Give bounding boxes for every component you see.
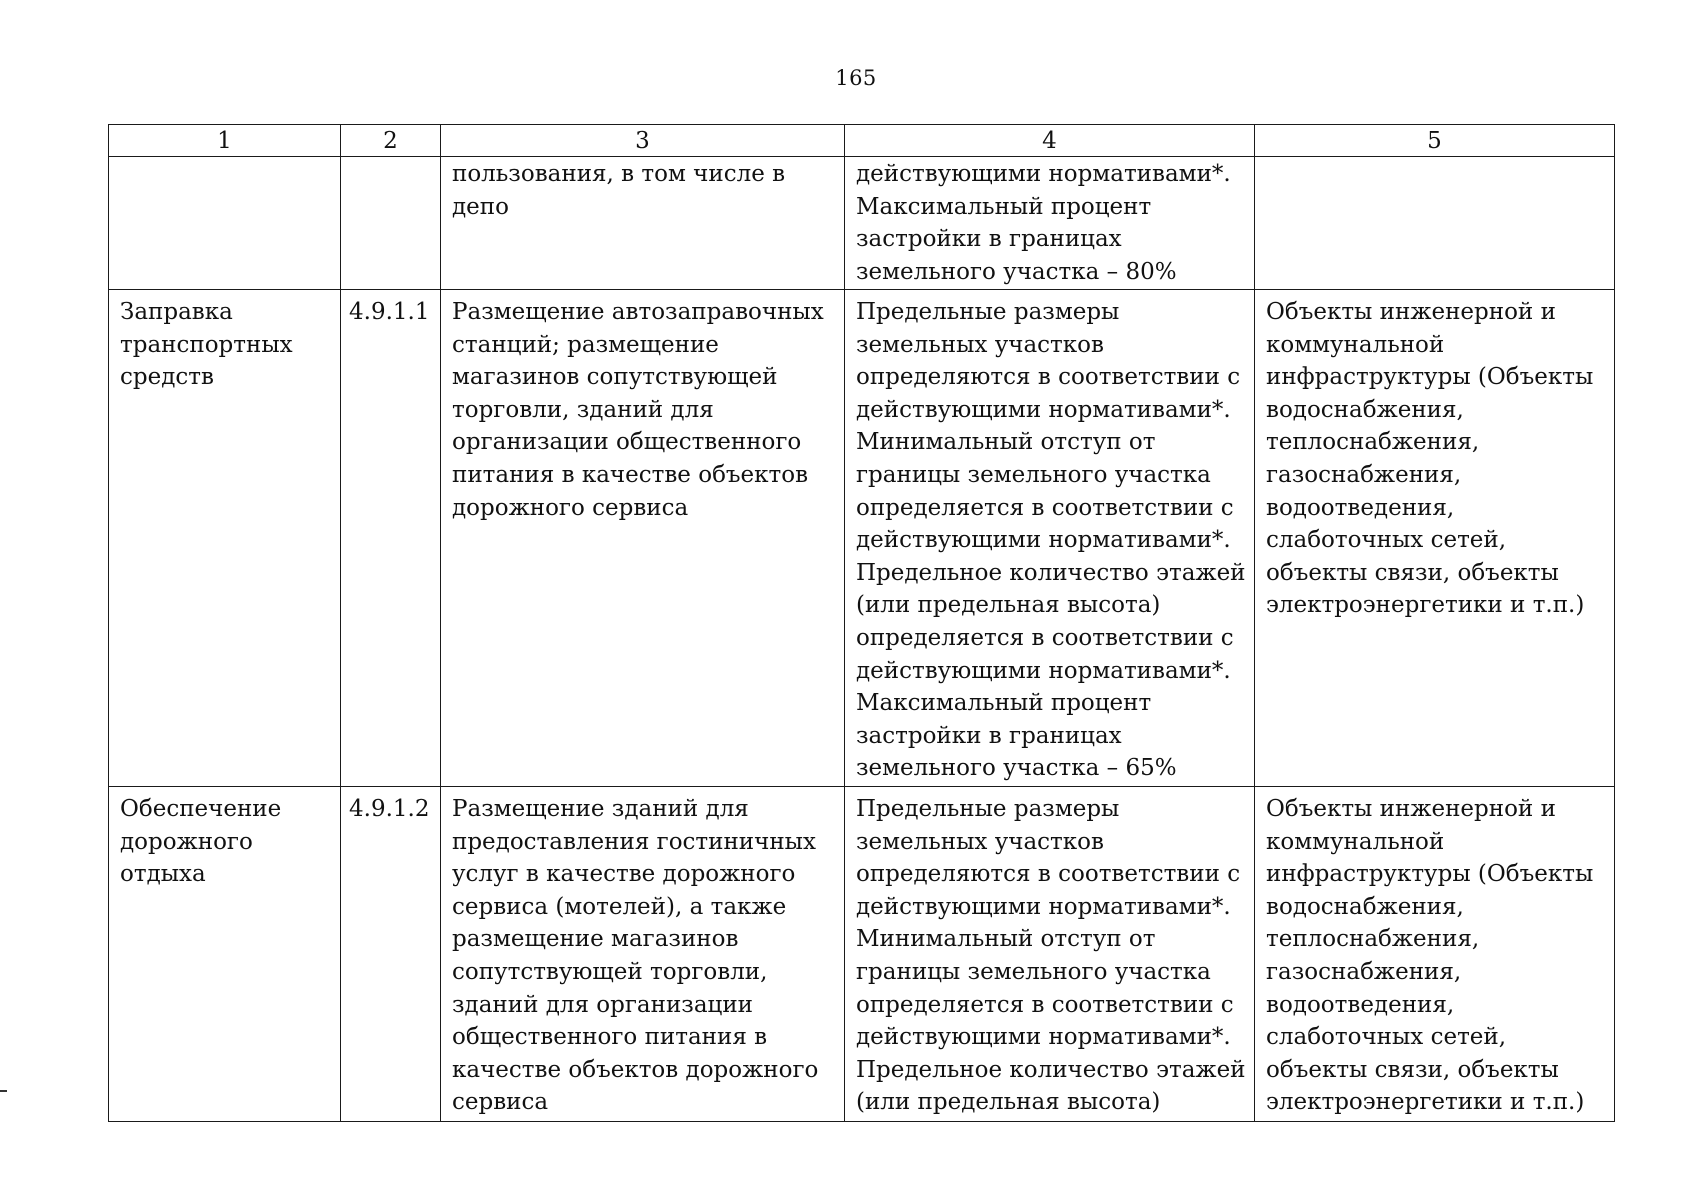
cell-text-line: объекты связи, объекты bbox=[1266, 559, 1559, 586]
cell-text-line: границы земельного участка bbox=[856, 958, 1211, 985]
column-header-4: 4 bbox=[845, 125, 1255, 157]
cell-text-line: действующими нормативами*. bbox=[856, 657, 1231, 684]
cell-text-line: Размещение зданий для bbox=[452, 796, 749, 822]
cell-text-line: теплоснабжения, bbox=[1266, 926, 1480, 953]
cell-text-line: определяются в соответствии с bbox=[856, 364, 1241, 391]
parameters-cell bbox=[845, 787, 1255, 1122]
cell-text-line: сопутствующей торговли, bbox=[452, 958, 768, 985]
cell-text-line: определяется в соответствии с bbox=[856, 494, 1234, 521]
cell-text-line: Максимальный процент bbox=[856, 193, 1152, 220]
page-number: 165 bbox=[835, 66, 877, 90]
cell-text-line: магазинов сопутствующей bbox=[452, 364, 778, 391]
cell-text-line: действующими нормативами*. bbox=[856, 396, 1231, 423]
cell-text-line: газоснабжения, bbox=[1266, 461, 1462, 488]
cell-text-line: водоотведения, bbox=[1266, 991, 1455, 1018]
cell-text-line: транспортных bbox=[120, 331, 293, 358]
use-type-cell bbox=[109, 787, 341, 1122]
cell-text-line: пользования, в том числе в bbox=[452, 161, 786, 187]
cell-text-line: Минимальный отступ от bbox=[856, 926, 1156, 953]
auxiliary-uses-cell bbox=[1255, 787, 1615, 1122]
cell-text-line: земельных участков bbox=[856, 331, 1104, 358]
cell-text-line: водоотведения, bbox=[1266, 494, 1455, 521]
column-header-3: 3 bbox=[441, 125, 845, 157]
cell-text-line: теплоснабжения, bbox=[1266, 429, 1480, 456]
cell-text-line: зданий для организации bbox=[452, 991, 754, 1018]
cell-text-line: (или предельная высота) bbox=[856, 1089, 1161, 1116]
scan-edge-mark bbox=[0, 1090, 7, 1092]
auxiliary-uses-cell bbox=[1255, 157, 1615, 290]
column-header-2: 2 bbox=[341, 125, 441, 157]
cell-text-line: земельного участка – 80% bbox=[856, 258, 1177, 285]
cell-text-line: станций; размещение bbox=[452, 331, 719, 358]
cell-text-line: электроэнергетики и т.п.) bbox=[1266, 1089, 1585, 1116]
cell-text-line: организации общественного bbox=[452, 429, 802, 456]
cell-text-line: общественного питания в bbox=[452, 1024, 768, 1051]
cell-text-line: качестве объектов дорожного bbox=[452, 1056, 819, 1083]
parameters-cell bbox=[845, 290, 1255, 787]
table-header-row bbox=[109, 125, 1615, 157]
cell-text-line: Предельные размеры bbox=[856, 796, 1120, 822]
use-code-cell bbox=[341, 157, 441, 290]
cell-text-line: застройки в границах bbox=[856, 226, 1122, 253]
cell-text-line: Предельное количество этажей bbox=[856, 1056, 1246, 1083]
cell-text-line: дорожного сервиса bbox=[452, 494, 689, 521]
parameters-cell bbox=[845, 157, 1255, 290]
use-type-cell bbox=[109, 290, 341, 787]
use-description-cell bbox=[441, 787, 845, 1122]
table-row-vehicle-refueling bbox=[109, 290, 1615, 787]
cell-text-line: Предельное количество этажей bbox=[856, 559, 1246, 586]
table-row-continuation bbox=[109, 157, 1615, 290]
column-header-1: 1 bbox=[109, 125, 341, 157]
cell-text-line: слаботочных сетей, bbox=[1266, 1024, 1507, 1051]
cell-text-line: инфраструктуры (Объекты bbox=[1266, 364, 1594, 391]
cell-text-line: Предельные размеры bbox=[856, 299, 1120, 325]
cell-text-line: размещение магазинов bbox=[452, 926, 739, 953]
land-use-table bbox=[108, 124, 1615, 1122]
cell-text-line: Минимальный отступ от bbox=[856, 429, 1156, 456]
auxiliary-uses-cell bbox=[1255, 290, 1615, 787]
table-row-road-rest bbox=[109, 787, 1615, 1122]
cell-text-line: торговли, зданий для bbox=[452, 396, 714, 423]
cell-text-line: услуг в качестве дорожного bbox=[452, 861, 796, 888]
cell-text-line: определяется в соответствии с bbox=[856, 991, 1234, 1018]
cell-text-line: сервиса bbox=[452, 1089, 549, 1116]
cell-text-line: объекты связи, объекты bbox=[1266, 1056, 1559, 1083]
cell-text-line: (или предельная высота) bbox=[856, 592, 1161, 619]
cell-text-line: предоставления гостиничных bbox=[452, 828, 816, 855]
use-type-cell bbox=[109, 157, 341, 290]
cell-text-line: инфраструктуры (Объекты bbox=[1266, 861, 1594, 888]
cell-text-line: депо bbox=[452, 193, 509, 220]
use-description-cell bbox=[441, 157, 845, 290]
cell-text-line: действующими нормативами*. bbox=[856, 527, 1231, 554]
cell-text-line: слаботочных сетей, bbox=[1266, 527, 1507, 554]
cell-text-line: определяются в соответствии с bbox=[856, 861, 1241, 888]
cell-text-line: определяется в соответствии с bbox=[856, 624, 1234, 651]
cell-text-line: сервиса (мотелей), а также bbox=[452, 893, 787, 920]
cell-text-line: Заправка bbox=[120, 299, 233, 325]
cell-text-line: Объекты инженерной и bbox=[1266, 796, 1556, 822]
cell-text-line: Объекты инженерной и bbox=[1266, 299, 1556, 325]
cell-text-line: Максимальный процент bbox=[856, 690, 1152, 717]
cell-text-line: водоснабжения, bbox=[1266, 396, 1464, 423]
cell-text-line: застройки в границах bbox=[856, 722, 1122, 749]
cell-text-line: действующими нормативами*. bbox=[856, 893, 1231, 920]
cell-text-line: Размещение автозаправочных bbox=[452, 299, 824, 325]
cell-text-line: электроэнергетики и т.п.) bbox=[1266, 592, 1585, 619]
cell-text-line: действующими нормативами*. bbox=[856, 161, 1231, 187]
cell-text-line: границы земельного участка bbox=[856, 461, 1211, 488]
cell-text-line: водоснабжения, bbox=[1266, 893, 1464, 920]
cell-text-line: средств bbox=[120, 364, 214, 391]
use-description-cell bbox=[441, 290, 845, 787]
use-code-cell: 4.9.1.1 bbox=[341, 290, 441, 787]
cell-text-line: действующими нормативами*. bbox=[856, 1024, 1231, 1051]
cell-text-line: земельного участка – 65% bbox=[856, 755, 1177, 782]
column-header-5: 5 bbox=[1255, 125, 1615, 157]
use-code-cell: 4.9.1.2 bbox=[341, 787, 441, 1122]
cell-text-line: коммунальной bbox=[1266, 331, 1445, 358]
cell-text-line: питания в качестве объектов bbox=[452, 461, 809, 488]
cell-text-line: отдыха bbox=[120, 861, 206, 888]
cell-text-line: Обеспечение bbox=[120, 796, 282, 822]
cell-text-line: коммунальной bbox=[1266, 828, 1445, 855]
cell-text-line: газоснабжения, bbox=[1266, 958, 1462, 985]
cell-text-line: земельных участков bbox=[856, 828, 1104, 855]
cell-text-line: дорожного bbox=[120, 828, 253, 855]
